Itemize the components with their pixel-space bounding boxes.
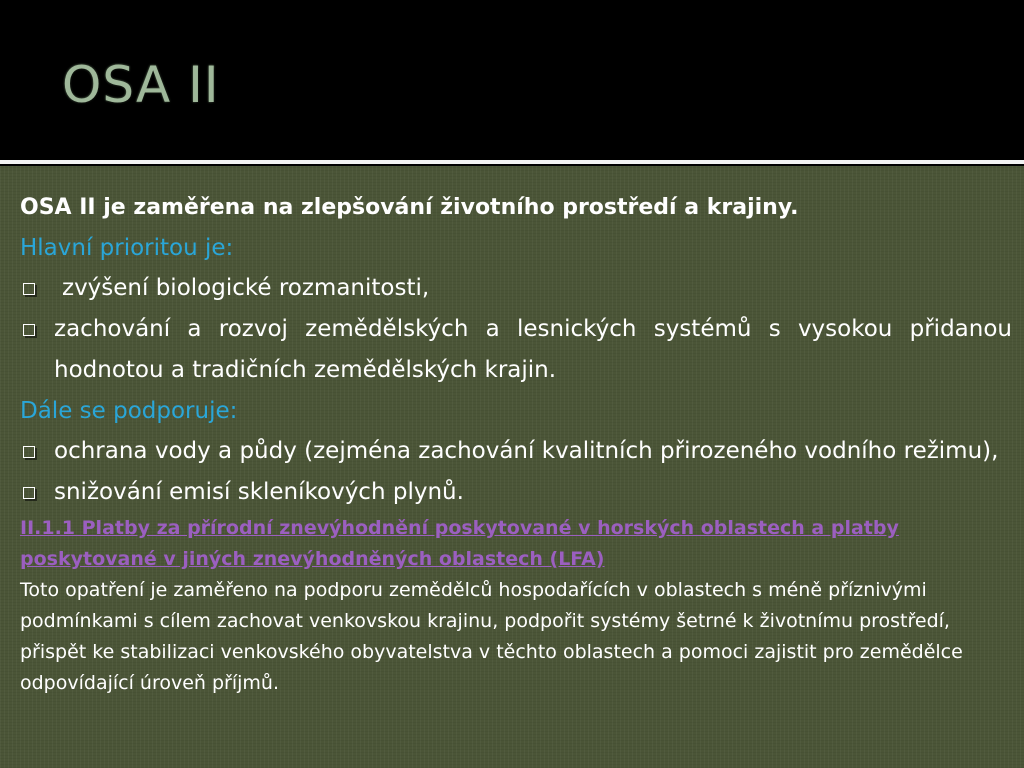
- slide-content: [0, 166, 1024, 768]
- measure-description: Toto opatření je zaměřeno na podporu zemědělců hospodařících v oblastech s méně příznivými podmínkami s cílem zachovat venkovskou krajinu, podpořit systémy šetrné k životnímu prostředí, přispět ke stabilizaci venkovského obyvatelstva v těchto oblastech a pomoci zajistit pro zemědělce odpovídající úroveň příjmů.: [20, 579, 963, 694]
- support-heading: Dále se podporuje:: [20, 398, 238, 424]
- priority-heading: Hlavní prioritou je:: [20, 235, 234, 261]
- list-item: [20, 472, 1012, 513]
- list-item: [20, 431, 1012, 472]
- checkbox-bullet-icon: [20, 472, 54, 513]
- list-item-text: snižování emisí skleníkových plynů.: [54, 479, 464, 505]
- checkbox-bullet-icon: [20, 268, 54, 309]
- checkbox-bullet-icon: [20, 431, 54, 472]
- checkbox-bullet-icon: [20, 309, 54, 391]
- list-item-text: zachování a rozvoj zemědělských a lesnických systémů s vysokou přidanou hodnotou a tradičních zemědělských krajin.: [54, 316, 1012, 383]
- measure-link[interactable]: II.1.1 Platby za přírodní znevýhodnění poskytované v horských oblastech a platby poskytované v jiných znevýhodněných oblastech (LFA): [20, 517, 899, 570]
- title-bar: [0, 0, 1024, 160]
- list-item: [20, 309, 1012, 391]
- slide-title: OSA II: [62, 56, 220, 114]
- title-divider: [0, 160, 1024, 164]
- list-item: [20, 268, 1012, 309]
- list-item-text: zvýšení biologické rozmanitosti,: [62, 275, 430, 301]
- lead-statement: OSA II je zaměřena na zlepšování životního prostředí a krajiny.: [20, 195, 799, 220]
- list-item-text: ochrana vody a půdy (zejména zachování kvalitních přirozeného vodního režimu),: [54, 438, 999, 464]
